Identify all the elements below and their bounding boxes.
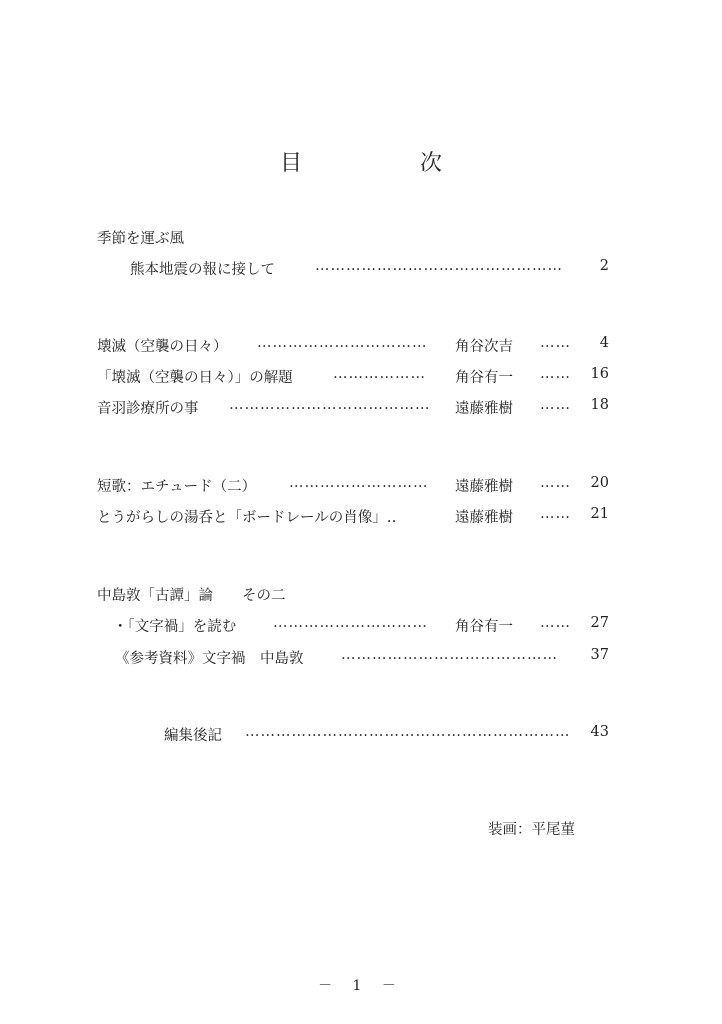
- toc-entry-title: 短歌：エチュード（二）: [97, 479, 257, 495]
- toc-leader-dots: ………………………: [289, 475, 429, 491]
- toc-leader-dots: …………………………: [273, 615, 428, 631]
- toc-page-number: 18: [590, 397, 609, 413]
- toc-entry-title: 音羽診療所の事: [97, 401, 199, 417]
- toc-leader-dots: ……: [540, 397, 571, 413]
- toc-leader-dots: …………………………………: [229, 397, 431, 413]
- toc-leader-dots: ……: [540, 615, 571, 631]
- toc-leader-dots: ………………: [333, 366, 426, 382]
- toc-entry[interactable]: [97, 258, 613, 280]
- toc-leader-dots: ……: [540, 475, 571, 491]
- toc-entry[interactable]: [97, 335, 613, 357]
- toc-page-number: 2: [599, 258, 609, 274]
- toc-author: 遠藤雅樹: [455, 510, 513, 526]
- toc-author: 遠藤雅樹: [455, 401, 513, 417]
- toc-entry[interactable]: [97, 397, 613, 419]
- toc-page-number: 43: [590, 724, 609, 740]
- toc-page-number: 4: [599, 335, 609, 351]
- toc-entry-title: ・「文字禍」を読む: [113, 619, 237, 635]
- toc-author: 角谷次吉: [455, 339, 513, 355]
- toc-entry-title: 編集後記: [164, 728, 222, 744]
- toc-section-heading: 中島敦「古譚」論 その二: [97, 588, 286, 604]
- toc-section-heading: 季節を運ぶ風: [97, 231, 184, 247]
- toc-page-number: 16: [590, 366, 609, 382]
- cover-illustration-credit: 装画：平尾菫: [488, 822, 575, 838]
- toc-entry-title: とうがらしの湯呑と「ボードレールの肖像」‥: [97, 510, 397, 526]
- toc-entry[interactable]: [97, 724, 613, 746]
- toc-page-number: 20: [590, 475, 609, 491]
- toc-page-number: 37: [590, 647, 609, 663]
- toc-entry-title: 《参考資料》文字禍 中島敦: [115, 651, 304, 667]
- toc-author: 角谷有一: [455, 619, 513, 635]
- toc-leader-dots: ……………………………: [257, 335, 428, 351]
- toc-entry[interactable]: [97, 615, 613, 637]
- toc-leader-dots: ……: [540, 366, 571, 382]
- toc-leader-dots: ……: [540, 506, 571, 522]
- toc-leader-dots: ………………………………………………………: [245, 724, 571, 740]
- toc-page-number: 21: [590, 506, 609, 522]
- toc-page-number: 27: [590, 615, 609, 631]
- toc-entry[interactable]: [97, 366, 613, 388]
- toc-entry[interactable]: [97, 475, 613, 497]
- page-title: 目 次: [279, 151, 490, 176]
- toc-entry-title: 「壊滅（空襲の日々）」の解題: [97, 370, 293, 386]
- toc-entry[interactable]: [97, 506, 613, 528]
- toc-entry-title: 熊本地震の報に接して: [130, 262, 275, 278]
- toc-leader-dots: …………………………………………: [315, 258, 563, 274]
- toc-author: 角谷有一: [455, 370, 513, 386]
- toc-author: 遠藤雅樹: [455, 479, 513, 495]
- toc-entry[interactable]: [97, 647, 613, 669]
- toc-leader-dots: ……: [540, 335, 571, 351]
- toc-entry-title: 壊滅（空襲の日々）: [97, 339, 228, 355]
- page-number: － 1 －: [318, 978, 404, 994]
- toc-leader-dots: ……………………………………: [341, 647, 558, 663]
